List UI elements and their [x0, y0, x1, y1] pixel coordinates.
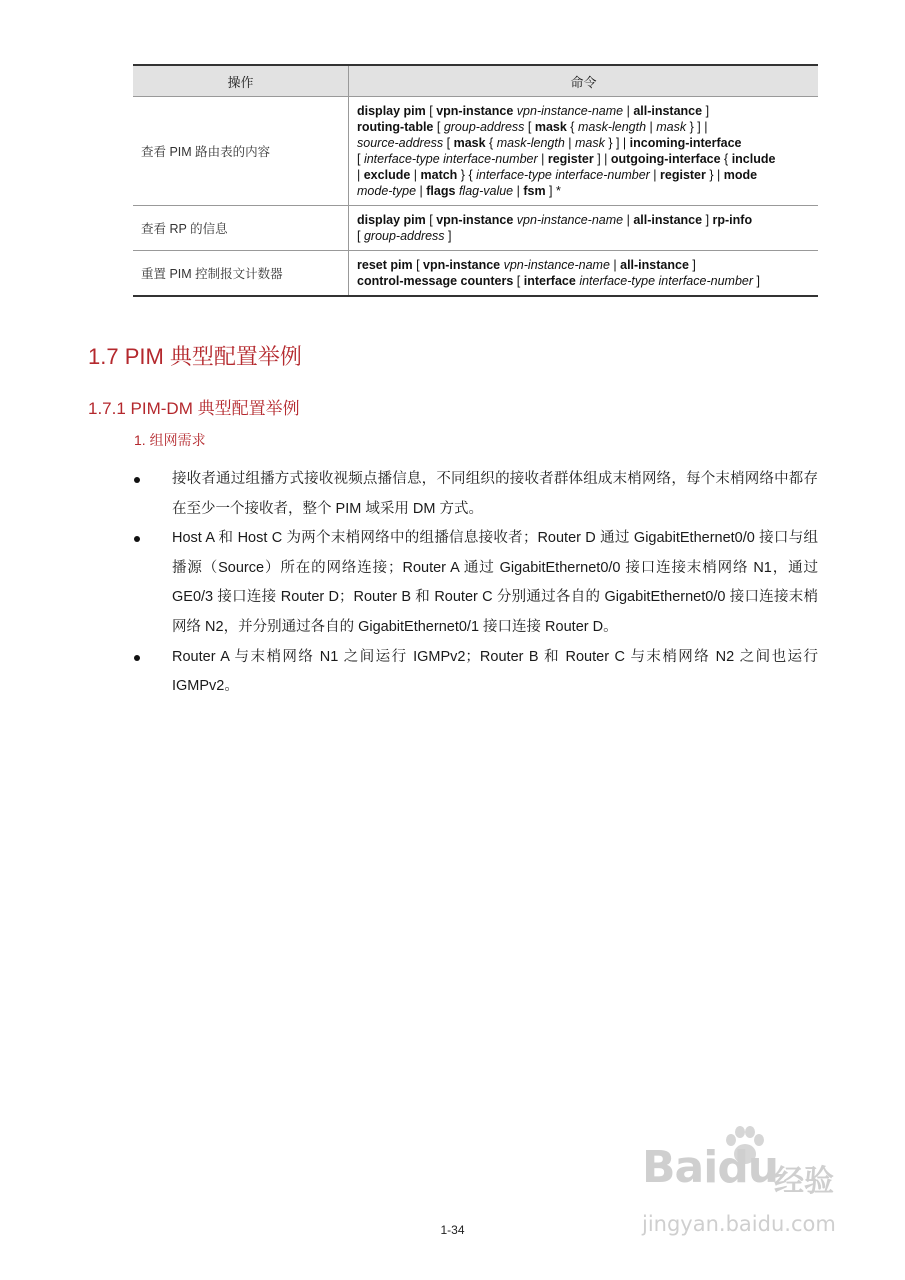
command-keyword: fsm — [523, 184, 546, 198]
command-keyword: register — [660, 168, 706, 182]
command-syntax: [ — [412, 258, 424, 272]
command-parameter: mask-length — [577, 120, 647, 134]
command-syntax: [ — [513, 274, 524, 288]
watermark-url: jingyan.baidu.com — [642, 1212, 836, 1236]
command-syntax: ] — [688, 258, 696, 272]
command-keyword: mode — [723, 168, 758, 182]
command-keyword: outgoing-interface — [610, 152, 721, 166]
command-syntax: } { — [457, 168, 477, 182]
command-syntax: ] | — [593, 152, 611, 166]
operation-cell: 查看 RP 的信息 — [133, 206, 349, 251]
list-item-text: Host A 和 Host C 为两个末梢网络中的组播信息接收者；Router D 通过 GigabitEthernet0/0 接口与组播源（Source）所在的网络连接；Router A 通过 GigabitEthernet0/0 接口连接末梢网络 N1，通过 GE0/3 接口连接 Router D；Router B 和 Router C 分别通过各自的 GigabitEthernet0/0 接口连接末梢网络 N2，并分别通过各自的 GigabitEthernet0/1 接口连接 Router D。 — [172, 530, 818, 635]
requirements-list — [130, 465, 818, 702]
command-parameter: mask — [574, 136, 605, 150]
command-syntax: [ — [524, 120, 535, 134]
command-keyword: vpn-instance — [423, 258, 501, 272]
command-parameter: mask-length — [496, 136, 565, 150]
command-syntax: | — [513, 184, 524, 198]
command-keyword: display pim — [357, 213, 426, 227]
section-heading: 1.7 PIM 典型配置举例 — [88, 344, 302, 369]
command-keyword: display pim — [357, 104, 426, 118]
command-syntax: } ] | — [686, 120, 708, 134]
command-syntax: [ — [425, 104, 437, 118]
command-keyword: vpn-instance — [436, 104, 514, 118]
command-syntax: { — [485, 136, 497, 150]
command-keyword: all-instance — [620, 258, 689, 272]
subsubsection-heading: 1. 组网需求 — [134, 432, 206, 448]
command-syntax: [ — [425, 213, 437, 227]
command-keyword: routing-table — [357, 120, 434, 134]
command-keyword: flags — [426, 184, 456, 198]
command-parameter: vpn-instance-name — [516, 213, 624, 227]
header-command: 命令 — [349, 65, 819, 97]
list-item — [130, 524, 818, 642]
command-syntax: ] * — [545, 184, 561, 198]
table-header-row — [133, 65, 818, 97]
command-keyword: include — [731, 152, 776, 166]
command-parameter: mode-type — [357, 184, 417, 198]
command-syntax: | — [649, 168, 661, 182]
list-item — [130, 465, 818, 524]
watermark-logo-text: Baidu — [642, 1142, 779, 1193]
watermark-label: 经验 — [774, 1164, 834, 1199]
command-syntax: ] — [702, 104, 710, 118]
command-syntax: | — [357, 168, 364, 182]
table-row — [133, 206, 818, 251]
table-row — [133, 251, 818, 297]
command-keyword: all-instance — [633, 213, 703, 227]
header-operation: 操作 — [133, 65, 349, 97]
command-syntax: | — [609, 258, 621, 272]
subsection-heading: 1.7.1 PIM-DM 典型配置举例 — [88, 399, 300, 418]
command-parameter: interface-type interface-number — [363, 152, 538, 166]
command-syntax: ] — [753, 274, 760, 288]
command-keyword: all-instance — [633, 104, 703, 118]
command-syntax: | — [537, 152, 548, 166]
command-syntax: ] — [444, 229, 452, 243]
command-syntax: } ] | — [604, 136, 630, 150]
command-parameter: interface-type interface-number — [579, 274, 754, 288]
command-keyword: mask — [534, 120, 567, 134]
command-parameter: source-address — [357, 136, 444, 150]
command-keyword: register — [547, 152, 594, 166]
command-keyword: mask — [453, 136, 486, 150]
command-keyword: rp-info — [712, 213, 753, 227]
command-syntax: { — [720, 152, 732, 166]
page-number: 1-34 — [440, 1223, 465, 1237]
command-parameter: flag-value — [458, 184, 514, 198]
command-syntax: | — [646, 120, 657, 134]
command-syntax: [ — [357, 152, 364, 166]
baidu-jingyan-watermark — [642, 1142, 852, 1252]
command-syntax: { — [566, 120, 578, 134]
command-keyword: reset pim — [357, 258, 413, 272]
command-parameter: vpn-instance-name — [503, 258, 610, 272]
command-parameter: vpn-instance-name — [516, 104, 624, 118]
operation-cell: 重置 PIM 控制报文计数器 — [133, 251, 349, 297]
command-cell — [349, 251, 819, 297]
bullet-icon — [134, 477, 140, 483]
command-keyword: vpn-instance — [436, 213, 514, 227]
command-keyword: exclude — [363, 168, 411, 182]
command-syntax: | — [623, 213, 634, 227]
command-syntax: | — [416, 184, 427, 198]
command-cell — [349, 97, 819, 206]
command-keyword: interface — [523, 274, 576, 288]
command-syntax: ] — [702, 213, 713, 227]
list-item-text: 接收者通过组播方式接收视频点播信息，不同组织的接收者群体组成末梢网络，每个末梢网络中都存在至少一个接收者，整个 PIM 域采用 DM 方式。 — [172, 471, 818, 517]
command-syntax: | — [623, 104, 634, 118]
command-syntax: | — [564, 136, 575, 150]
command-parameter: interface-type interface-number — [476, 168, 650, 182]
table-row — [133, 97, 818, 206]
command-syntax: [ — [433, 120, 444, 134]
command-syntax: } | — [705, 168, 724, 182]
command-table — [133, 64, 818, 297]
command-keyword: match — [420, 168, 458, 182]
command-syntax: [ — [357, 229, 364, 243]
list-item — [130, 643, 818, 702]
command-parameter: group-address — [363, 229, 445, 243]
command-syntax: | — [410, 168, 421, 182]
bullet-icon — [134, 536, 140, 542]
command-keyword: incoming-interface — [629, 136, 742, 150]
bullet-icon — [134, 655, 140, 661]
operation-cell: 查看 PIM 路由表的内容 — [133, 97, 349, 206]
command-keyword: control-message counters — [357, 274, 514, 288]
command-parameter: mask — [656, 120, 687, 134]
command-syntax: [ — [443, 136, 454, 150]
command-cell — [349, 206, 819, 251]
list-item-text: Router A 与末梢网络 N1 之间运行 IGMPv2；Router B 和 Router C 与末梢网络 N2 之间也运行 IGMPv2。 — [172, 648, 818, 695]
command-parameter: group-address — [443, 120, 525, 134]
